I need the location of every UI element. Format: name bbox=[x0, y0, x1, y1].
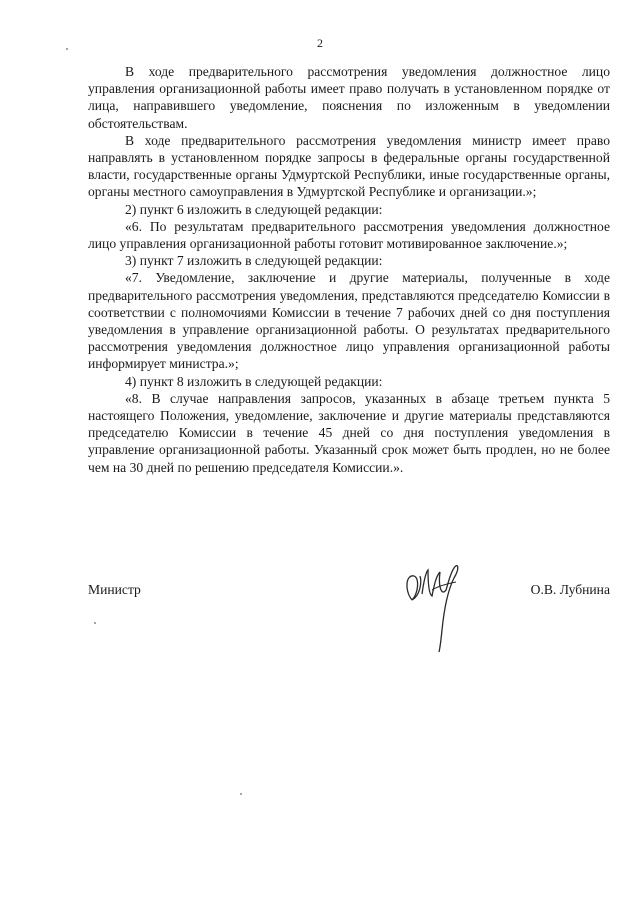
signature-block bbox=[88, 582, 610, 662]
scan-speck bbox=[94, 622, 96, 624]
paragraph: В ходе предварительного рассмотрения уведомления должностное лицо управления организационной работы имеет право получать в установленном порядке от лица, направившего уведомление, пояснения по изложенным в уведомлении обстоятельствам. bbox=[88, 64, 610, 131]
paragraph: «7. Уведомление, заключение и другие материалы, полученные в ходе предварительного рассмотрения уведомления, представляются председателю Комиссии в соответствии с полномочиями Комиссии в течение 7 рабочих дней со дня поступления уведомления в управление организационной работы. О результатах предварительного рассмотрения уведомления должностное лицо управления организационной работы информирует министра.»; bbox=[88, 270, 610, 372]
page-number: 2 bbox=[317, 36, 323, 50]
paragraph: 4) пункт 8 изложить в следующей редакции: bbox=[125, 373, 383, 389]
signer-title: Министр bbox=[88, 582, 141, 597]
handwritten-signature bbox=[398, 560, 478, 660]
signer-name: О.В. Лубнина bbox=[530, 582, 610, 597]
scan-speck bbox=[66, 48, 68, 50]
paragraph: В ходе предварительного рассмотрения уведомления министр имеет право направлять в установленном порядке запросы в федеральные органы государственной власти, государственные органы Удмуртской Республики, иные государственные органы, органы местного самоуправления в Удмуртской Республике и организации.»; bbox=[88, 132, 610, 200]
paragraph: 3) пункт 7 изложить в следующей редакции: bbox=[125, 253, 383, 269]
scan-speck bbox=[240, 793, 242, 795]
paragraph: «8. В случае направления запросов, указанных в абзаце третьем пункта 5 настоящего Положения, уведомление, заключение и другие материалы представляются председателю Комиссии в течение 45 дней со дня поступления уведомления в управление организационной работы. Указанный срок может быть продлен, но не более чем на 30 дней по решению председателя Комиссии.». bbox=[88, 390, 610, 475]
paragraph: 2) пункт 6 изложить в следующей редакции: bbox=[125, 201, 383, 217]
document-body bbox=[88, 63, 610, 476]
paragraph: «6. По результатам предварительного рассмотрения уведомления должностное лицо управления организационной работы готовит мотивированное заключение.»; bbox=[88, 218, 610, 252]
